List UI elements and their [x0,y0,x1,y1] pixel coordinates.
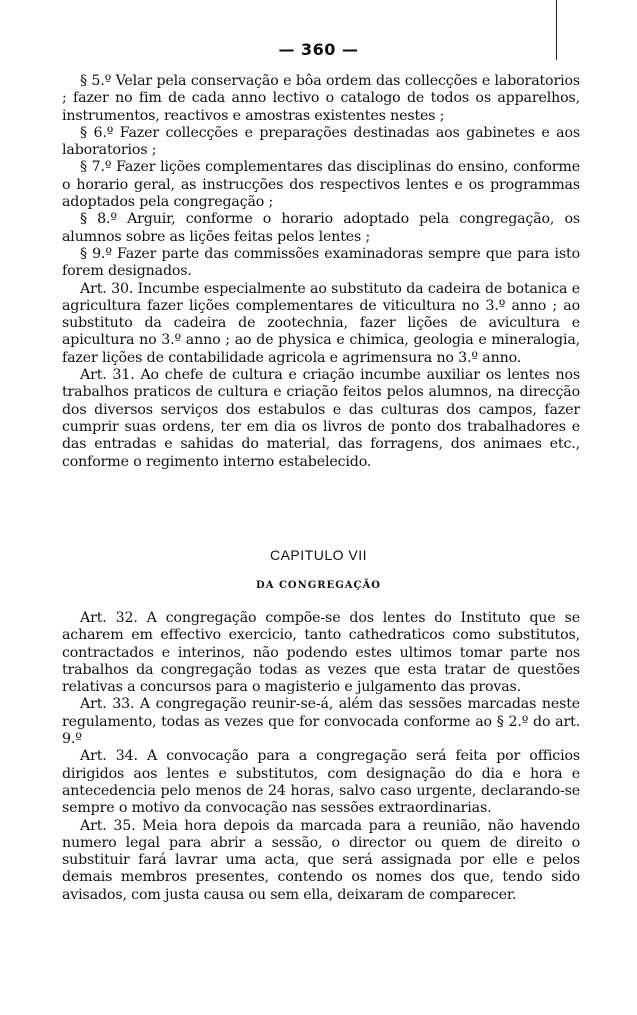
paragraph-art-32: Art. 32. A congregação compõe-se dos lentes do Instituto que se acharem em effectivo exercicio, tanto cathedraticos como substitutos, contractados e interinos, não podendo estes ultimos tomar parte nos trabalhos da congregação todas as vezes que esta tratar de questões relativas a concursos para o magisterio e julgamento das provas. [62,610,580,696]
paragraph-art-35: Art. 35. Meia hora depois da marcada para a reunião, não havendo numero legal para abrir a sessão, o director ou quem de direito o substituir fará lavrar uma acta, que será assignada por elle e pelos demais membros presentes, contendo os nomes dos que, tendo sido avisados, com justa causa ou sem ella, deixaram de comparecer. [62,817,580,903]
page-number: — 360 — [278,40,359,59]
paragraph-art-33: Art. 33. A congregação reunir-se-á, além das sessões marcadas neste regulamento, todas as vezes que for convocada conforme ao § 2.º do art. 9.º [62,696,580,748]
text-block-after-chapter [62,610,580,904]
paragraph-item-9: § 9.º Fazer parte das commissões examinadoras sempre que para isto forem designados. [62,245,580,280]
paragraph-item-8: § 8.º Arguir, conforme o horario adoptado pela congregação, os alumnos sobre as lições feitas pelos lentes ; [62,211,580,245]
paragraph-item-6: § 6.º Fazer collecções e preparações destinadas aos gabinetes e aos laboratorios ; [62,124,580,159]
section-title: DA CONGREGAÇÃO [256,580,381,591]
chapter-title: CAPITULO VII [269,547,368,563]
paragraph-item-7: § 7.º Fazer lições complementares das disciplinas do ensino, conforme o horario geral, as instrucções dos respectivos lentes e os programmas adoptados pela congregação ; [62,159,580,211]
text-block-before-chapter [62,73,580,471]
paragraph-art-30: Art. 30. Incumbe especialmente ao substituto da cadeira de botanica e agricultura fazer lições complementares de viticultura no 3.º anno ; ao substituto da cadeira de zootechnia, fazer lições de avicultura e apicultura no 3.º anno ; ao de physica e chimica, geologia e mineralogia, fazer lições de contabilidade agricola e agrimensura no 3.º anno. [62,280,580,366]
paragraph-item-5: § 5.º Velar pela conservação e bôa ordem das collecções e laboratorios ; fazer no fim de cada anno lectivo o catalogo de todos os apparelhos, instrumentos, reactivos e amostras existentes nestes ; [62,73,580,124]
paragraph-art-34: Art. 34. A convocação para a congregação será feita por officios dirigidos aos lentes e substitutos, com designação do dia e hora e antecedencia pelo menos de 24 horas, salvo caso urgente, declarando-se sempre o motivo da convocação nas sessões extraordinarias. [62,748,580,817]
paragraph-art-31: Art. 31. Ao chefe de cultura e criação incumbe auxiliar os lentes nos trabalhos praticos de cultura e criação feitos pelos alumnos, na direcção dos diversos serviços dos estabulos e das culturas dos campos, fazer cumprir suas ordens, ter em dia os livros de ponto dos trabalhadores e das entradas e sahidas do material, das forragens, dos animaes etc., conforme o regimento interno estabelecido. [62,367,580,470]
